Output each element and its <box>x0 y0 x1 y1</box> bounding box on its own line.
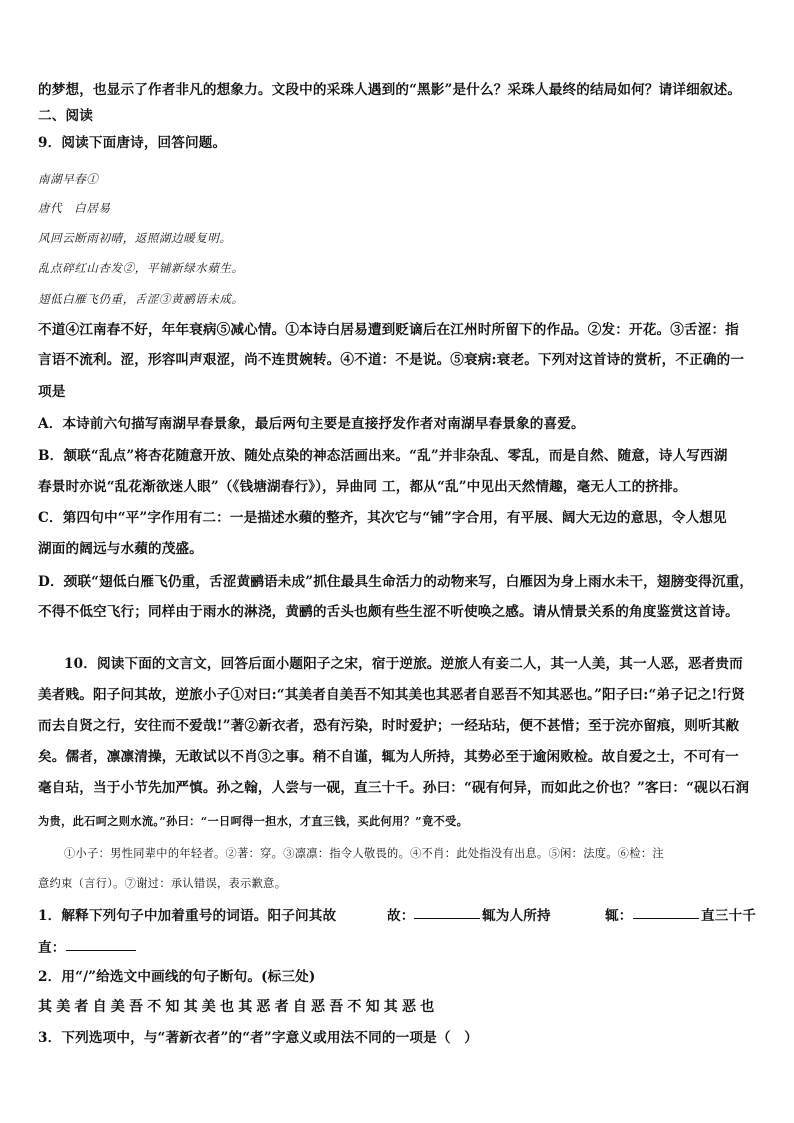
text-line: 项是 <box>38 384 66 400</box>
text-line: 的梦想，也显示了作者非凡的想象力。文段中的采珠人遇到的“黑影”是什么？采珠人最终的结局如何？请详细叙述。 <box>38 82 742 98</box>
text-line: 不道④江南春不好，年年衰病⑤减心情。①本诗白居易遭到贬谪后在江州时所留下的作品。②发：开花。③舌涩：指 <box>38 322 739 338</box>
text-line: 春景时亦说“乱花渐欲迷人眼”（《钱塘湖春行》），异曲同 工，都从“乱”中见出天然情趣，毫无人工的挤排。 <box>38 479 687 495</box>
blank-label: 辄： <box>605 908 633 924</box>
question-title: 9．阅读下面唐诗，回答问题。 <box>38 135 227 151</box>
text-line: 不得不低空飞行；同样由于雨水的淋浇，黄鹂的舌头也颇有些生涩不听使唤之感。请从情景关系的角度鉴赏这首诗。 <box>38 604 739 620</box>
text-line: 直三十千 <box>701 908 756 924</box>
text-line: 而去自贤之行，安往而不爱哉!”著②新衣者，恐有污染，时时爱护；一经玷玷，便不甚惜；至于浣亦留痕，则听其敝 <box>38 718 740 734</box>
poem-line: 乱点碎红山杏发②，平铺新绿水蘋生。 <box>38 261 244 275</box>
text-line: 辄为人所持 <box>482 908 551 924</box>
option-a: A．本诗前六句描写南湖早春景象，最后两句主要是直接抒发作者对南湖早春景象的喜爱。 <box>38 416 585 432</box>
section-heading: 二、阅读 <box>38 108 93 124</box>
answer-blank[interactable] <box>414 906 480 924</box>
text-line: 湖面的阔远与水蘋的茂盛。 <box>38 541 203 557</box>
annotation-line: 意约束（言行）。⑦谢过：承认错误，表示歉意。 <box>38 877 287 890</box>
question-title: 10．阅读下面的文言文，回答后面小题阳子之宋，宿于逆旅。逆旅人有妾二人，其一人美，其一人恶，恶者贵而 <box>64 656 743 672</box>
text-line: 言语不流利。涩，形容叫声艰涩，尚不连贯婉转。④不道：不是说。⑤衰病:衰老。下列对这首诗的赏析，不正确的一 <box>38 352 745 368</box>
text-line: 矣。儒者，凛凛清操，无敢试以不肖③之事。稍不自谨，辄为人所持，其势必至于逾闲败检。故自爱之士，不可有一 <box>38 749 739 765</box>
answer-blank[interactable] <box>633 906 699 924</box>
blank-label: 直： <box>38 940 66 956</box>
subquestion-2: 2．用“/”给选文中画线的句子断句。(标三处) <box>38 969 316 985</box>
poem-title: 南湖早春① <box>38 172 99 186</box>
blank-label: 故： <box>387 908 415 924</box>
sentence-to-punctuate: 其美者自美吾不知其美也其恶者自恶吾不知其恶也 <box>38 999 439 1015</box>
poem-line: 风回云断雨初晴，返照湖边暖复明。 <box>38 231 232 245</box>
annotation-line: ①小子：男性同辈中的年轻者。②著：穿。③凛凛：指令人敬畏的。④不肖：此处指没有出息。⑤闲：法度。⑥检：注 <box>64 847 664 860</box>
option-d: D．颈联“翅低白雁飞仍重，舌涩黄鹂语未成”抓住最具生命活力的动物来写，白雁因为身上雨水未干，翅膀变得沉重， <box>38 574 754 590</box>
answer-blank[interactable] <box>66 938 136 956</box>
text-line: 毫自玷，当于小节先加严慎。孙之翰，人尝与一砚，直三十千。孙曰：“砚有何异，而如此之价也？”客曰：“砚以石润 <box>38 780 750 796</box>
poem-line: 翅低白雁飞仍重，舌涩③黄鹂语未成。 <box>38 292 244 306</box>
text-line: 为贵，此石呵之则水流。”孙曰：“一日呵得一担水，才直三钱，买此何用？”竟不受。 <box>38 814 469 828</box>
subquestion-1: 1．解释下列句子中加着重号的词语。阳子问其故 <box>38 908 337 924</box>
text-line: 美者贱。阳子问其故，逆旅小子①对曰:“其美者自美吾不知其美也其恶者自恶吾不知其恶也。”阳子曰:“弟子记之!行贤 <box>38 687 746 703</box>
subquestion-3: 3．下列选项中，与“著新衣者”的“者”字意义或用法不同的一项是（ ） <box>38 1030 479 1046</box>
option-c: C．第四句中“平”字作用有二：一是描述水蘋的整齐，其次它与“铺”字合用，有平展、阔大无边的意思，令人想见 <box>38 510 727 526</box>
option-b: B．颔联“乱点”将杏花随意开放、随处点染的神态活画出来。“乱”并非杂乱、零乱，而是自然、随意，诗人写西湖 <box>38 448 728 464</box>
poem-author: 唐代 白居易 <box>38 201 111 215</box>
